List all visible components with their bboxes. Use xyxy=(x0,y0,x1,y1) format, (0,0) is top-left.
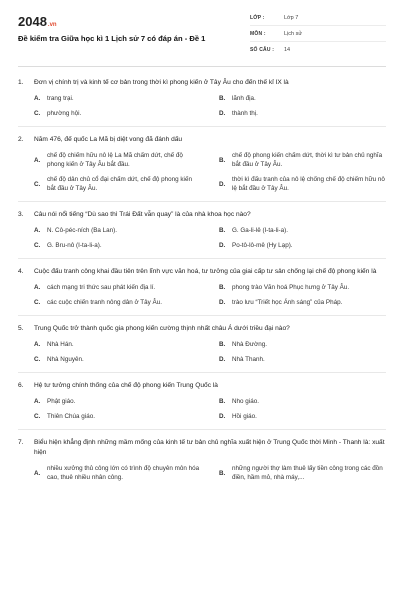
question-item xyxy=(18,135,386,193)
question-text: Biểu hiện khẳng định những mầm mống của kinh tế tư bản chủ nghĩa xuất hiện ở Trung Quốc thời Minh - Thanh là: xuất hiện xyxy=(34,439,385,456)
option-text: Thiên Chúa giáo. xyxy=(47,413,95,420)
option-letter: A. xyxy=(34,227,41,234)
option-letter: B. xyxy=(219,469,226,477)
answer-option[interactable] xyxy=(219,298,386,307)
option-letter: C. xyxy=(34,242,41,249)
answer-option[interactable] xyxy=(34,283,201,292)
option-text: chế độ phong kiến chấm dứt, thời kì tư bản chủ nghĩa bắt đầu ở Tây Âu. xyxy=(232,152,383,168)
answer-options xyxy=(34,226,386,250)
option-text: thành thị. xyxy=(232,110,258,117)
exam-meta-panel xyxy=(250,10,386,57)
question-number: 2. xyxy=(18,136,24,143)
option-letter: C. xyxy=(34,299,41,306)
option-letter: D. xyxy=(219,299,226,306)
option-letter: A. xyxy=(34,156,41,164)
answer-option[interactable] xyxy=(34,355,201,364)
question-stem xyxy=(18,210,386,220)
question-item xyxy=(18,267,386,307)
option-letter: A. xyxy=(34,95,41,102)
question-item xyxy=(18,78,386,118)
option-letter: A. xyxy=(34,284,41,291)
question-number: 3. xyxy=(18,211,24,218)
question-stem xyxy=(18,324,386,334)
question-item xyxy=(18,381,386,421)
option-letter: A. xyxy=(34,341,41,348)
option-text: chế độ chiếm hữu nô lệ La Mã chấm dứt, chế độ phong kiến ở Tây Âu bắt đầu. xyxy=(47,152,183,168)
header-divider xyxy=(18,66,386,67)
option-text: trang trại. xyxy=(47,95,74,102)
option-letter: D. xyxy=(219,356,226,363)
question-stem xyxy=(18,381,386,391)
option-letter: C. xyxy=(34,356,41,363)
meta-value: Lịch sử xyxy=(284,30,303,37)
question-separator xyxy=(18,126,386,127)
option-text: Nho giáo. xyxy=(232,398,259,405)
meta-row-question-count xyxy=(250,42,386,57)
question-number: 5. xyxy=(18,325,24,332)
answer-option[interactable] xyxy=(34,397,201,406)
answer-option[interactable] xyxy=(219,151,386,169)
answer-option[interactable] xyxy=(34,109,201,118)
option-text: Po-tô-lô-mê (Hy Lạp). xyxy=(232,242,293,249)
answer-options xyxy=(34,397,386,421)
logo-text: 2048 xyxy=(18,14,47,29)
answer-option[interactable] xyxy=(219,109,386,118)
question-stem xyxy=(18,78,386,88)
question-separator xyxy=(18,429,386,430)
answer-option[interactable] xyxy=(34,464,201,482)
option-text: Nhà Thanh. xyxy=(232,356,265,363)
answer-option[interactable] xyxy=(219,226,386,235)
meta-label: MÔN : xyxy=(250,30,266,37)
option-letter: C. xyxy=(34,110,41,117)
question-text: Năm 476, đế quốc La Mã bị diệt vong đã đánh dấu xyxy=(34,136,183,143)
question-separator xyxy=(18,258,386,259)
option-text: nhiều xưởng thủ công lớn có trình độ chuyên môn hóa cao, thuê nhiều nhân công. xyxy=(47,465,200,481)
answer-options xyxy=(34,283,386,307)
answer-option[interactable] xyxy=(219,355,386,364)
answer-option[interactable] xyxy=(34,412,201,421)
option-letter: D. xyxy=(219,413,226,420)
question-separator xyxy=(18,201,386,202)
answer-option[interactable] xyxy=(219,94,386,103)
question-text: Cuộc đấu tranh công khai đầu tiên trên lĩnh vực văn hoá, tư tưởng của giai cấp tư sản chống lại chế độ phong kiến là xyxy=(34,268,377,275)
answer-options xyxy=(34,151,386,193)
option-text: cách mạng tri thức sau phát kiến địa lí. xyxy=(47,284,156,291)
question-stem xyxy=(18,267,386,277)
answer-option[interactable] xyxy=(219,397,386,406)
option-text: phong trào Văn hoá Phục hưng ở Tây Âu. xyxy=(232,284,350,291)
question-stem xyxy=(18,438,386,458)
option-letter: D. xyxy=(219,110,226,117)
option-text: phường hội. xyxy=(47,110,82,117)
meta-value: Lớp 7 xyxy=(284,14,299,21)
exam-title: Đề kiểm tra Giữa học kì 1 Lịch sử 7 có đáp án - Đề 1 xyxy=(18,34,206,43)
option-text: N. Cô-péc-ních (Ba Lan). xyxy=(47,227,117,234)
question-text: Trung Quốc trở thành quốc gia phong kiến cường thịnh nhất châu Á dưới triều đại nào? xyxy=(34,325,290,332)
option-letter: D. xyxy=(219,242,226,249)
answer-option[interactable] xyxy=(219,283,386,292)
question-number: 6. xyxy=(18,382,24,389)
option-text: trào lưu “Triết học Ánh sáng” của Pháp. xyxy=(232,299,343,306)
answer-options xyxy=(34,340,386,364)
option-letter: C. xyxy=(34,413,41,420)
option-letter: B. xyxy=(219,341,226,348)
answer-option[interactable] xyxy=(34,241,201,250)
option-text: Nhà Hán. xyxy=(47,341,74,348)
option-text: lãnh địa. xyxy=(232,95,256,102)
meta-label: SỐ CÂU : xyxy=(250,46,275,53)
option-text: Nhà Nguyên. xyxy=(47,356,84,363)
answer-option[interactable] xyxy=(219,340,386,349)
option-text: Hồi giáo. xyxy=(232,413,257,420)
meta-row-subject xyxy=(250,26,386,42)
option-letter: B. xyxy=(219,398,226,405)
site-logo[interactable] xyxy=(18,14,57,29)
option-letter: C. xyxy=(34,180,41,188)
option-text: chế độ dân chủ cổ đại chấm dứt, chế độ phong kiến bắt đầu ở Tây Âu. xyxy=(47,176,192,192)
meta-row-class xyxy=(250,10,386,26)
question-item xyxy=(18,438,386,482)
answer-option[interactable] xyxy=(34,226,201,235)
option-text: G. Bru-nô (I-ta-li-a). xyxy=(47,242,102,249)
option-text: thời kì đấu tranh của nô lệ chống chế độ chiếm hữu nô lệ bắt đầu ở Tây Âu. xyxy=(232,176,385,192)
option-letter: B. xyxy=(219,156,226,164)
question-separator xyxy=(18,315,386,316)
logo-suffix: .vn xyxy=(47,22,57,28)
answer-option[interactable] xyxy=(219,412,386,421)
answer-option[interactable] xyxy=(219,175,386,193)
answer-options xyxy=(34,94,386,118)
option-letter: B. xyxy=(219,227,226,234)
meta-value: 14 xyxy=(284,46,291,53)
answer-option[interactable] xyxy=(34,298,201,307)
exam-header xyxy=(0,0,400,66)
option-text: các cuộc chiến tranh nông dân ở Tây Âu. xyxy=(47,299,162,306)
option-letter: A. xyxy=(34,398,41,405)
answer-option[interactable] xyxy=(219,464,386,482)
option-letter: A. xyxy=(34,469,41,477)
option-letter: B. xyxy=(219,95,226,102)
option-text: Phật giáo. xyxy=(47,398,76,405)
answer-option[interactable] xyxy=(34,151,201,169)
question-text: Đơn vị chính trị và kinh tế cơ bản trong thời kì phong kiến ở Tây Âu cho đến thế kỉ IX là xyxy=(34,79,289,86)
question-text: Câu nói nổi tiếng “Dù sao thì Trái Đất vẫn quay” là của nhà khoa học nào? xyxy=(34,211,251,218)
option-letter: B. xyxy=(219,284,226,291)
option-text: G. Ga-li-lê (I-ta-li-a). xyxy=(232,227,288,234)
answer-options xyxy=(34,464,386,482)
question-item xyxy=(18,324,386,364)
option-letter: D. xyxy=(219,180,226,188)
answer-option[interactable] xyxy=(219,241,386,250)
option-text: những người thợ làm thuê lấy tiền công trong các đồn điền, hầm mỏ, nhà máy,... xyxy=(232,465,383,481)
question-separator xyxy=(18,372,386,373)
answer-option[interactable] xyxy=(34,94,201,103)
option-text: Nhà Đường. xyxy=(232,341,267,348)
question-item xyxy=(18,210,386,250)
question-number: 1. xyxy=(18,79,24,86)
answer-option[interactable] xyxy=(34,340,201,349)
question-number: 7. xyxy=(18,439,24,446)
answer-option[interactable] xyxy=(34,175,201,193)
question-stem xyxy=(18,135,386,145)
question-list xyxy=(18,78,386,482)
question-number: 4. xyxy=(18,268,24,275)
meta-label: LỚP : xyxy=(250,14,265,21)
question-text: Hệ tư tưởng chính thống của chế độ phong kiến Trung Quốc là xyxy=(34,382,218,389)
